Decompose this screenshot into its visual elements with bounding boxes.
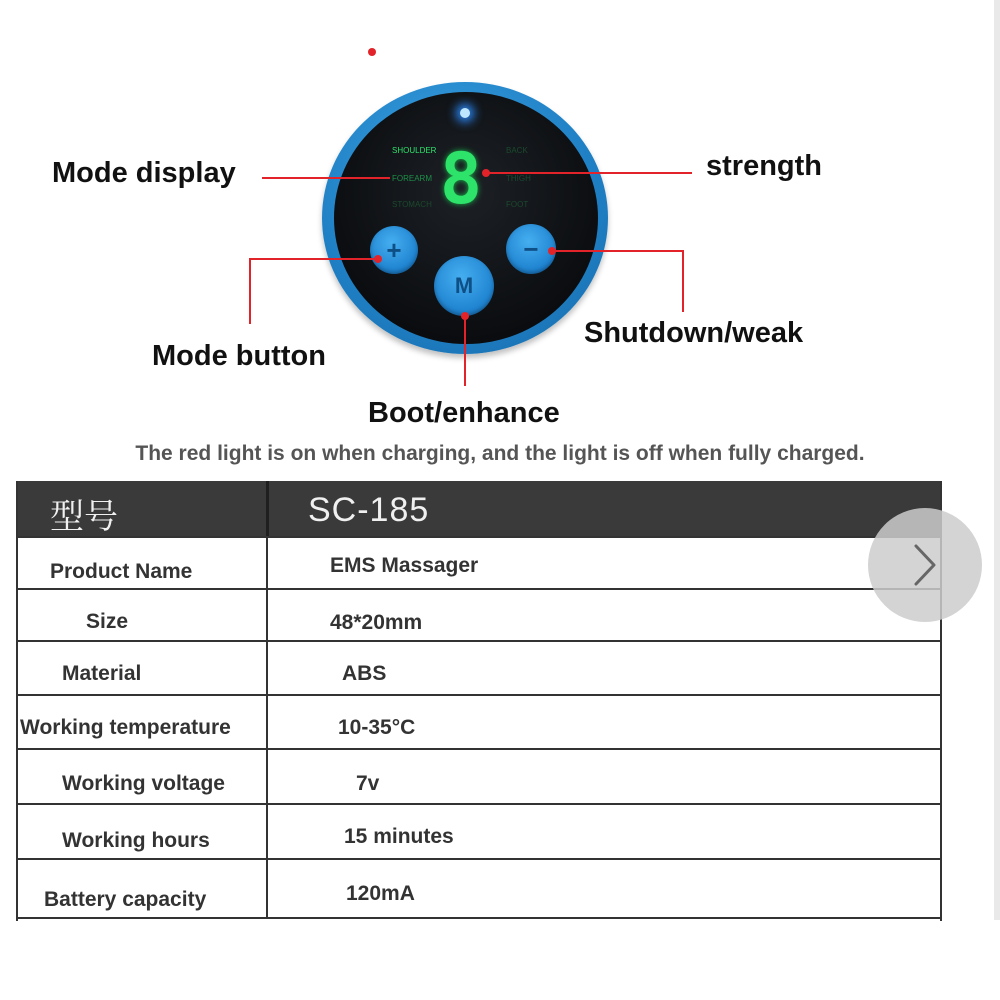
spec-label: Material — [62, 662, 142, 685]
table-row — [18, 694, 940, 750]
mode-label-stomach: STOMACH — [392, 200, 432, 209]
page-edge — [994, 0, 1000, 920]
spec-label: Battery capacity — [44, 888, 207, 911]
spec-value: 48*20mm — [330, 611, 423, 634]
callout-dot-shutdown — [548, 247, 556, 255]
plus-mode-button[interactable]: + — [370, 226, 418, 274]
charging-note: The red light is on when charging, and the light is off when fully charged. — [135, 442, 865, 465]
header-model-label: 型号 — [50, 498, 118, 536]
table-row — [18, 536, 940, 590]
header-divider — [266, 481, 269, 536]
spec-value: 10-35°C — [338, 716, 416, 739]
spec-label: Working hours — [62, 829, 210, 852]
callout-line-mode-button-h — [249, 258, 379, 260]
table-row — [18, 588, 940, 642]
label-mode-button: Mode button — [152, 340, 326, 372]
spec-value: ABS — [342, 662, 387, 685]
mode-label-thigh: THIGH — [506, 174, 531, 183]
mode-label-foot: FOOT — [506, 200, 529, 209]
spec-value: EMS Massager — [330, 554, 479, 577]
row-divider — [266, 538, 268, 590]
mode-label-back: BACK — [506, 146, 528, 155]
spec-label: Working voltage — [62, 772, 225, 795]
table-row — [18, 748, 940, 805]
spec-value: 7v — [356, 772, 380, 795]
callout-line-boot — [464, 316, 466, 386]
spec-label: Size — [86, 610, 129, 633]
spec-label: Working temperature — [20, 716, 231, 739]
charging-indicator-dot — [368, 48, 376, 56]
row-divider — [266, 805, 268, 860]
callout-line-shutdown-v — [682, 250, 684, 312]
spec-value: 15 minutes — [344, 825, 454, 848]
label-strength: strength — [706, 150, 822, 182]
callout-line-mode-display — [262, 177, 390, 179]
table-row — [18, 803, 940, 860]
table-row — [18, 640, 940, 696]
spec-table — [16, 481, 942, 921]
label-mode-display: Mode display — [52, 157, 236, 189]
callout-dot-strength — [482, 169, 490, 177]
label-boot-enhance: Boot/enhance — [368, 397, 560, 429]
row-divider — [266, 642, 268, 696]
callout-dot-boot — [461, 312, 469, 320]
row-divider — [266, 860, 268, 917]
mode-label-forearm: FOREARM — [392, 174, 432, 183]
minus-shutdown-button[interactable]: − — [506, 224, 556, 274]
mode-label-shoulder: SHOULDER — [392, 146, 437, 155]
power-led-icon — [460, 108, 470, 118]
label-shutdown-weak: Shutdown/weak — [584, 317, 804, 349]
strength-digit-display: 8 — [439, 138, 483, 220]
next-image-button[interactable] — [868, 508, 982, 622]
row-divider — [266, 590, 268, 642]
callout-line-shutdown-h — [552, 250, 684, 252]
row-divider — [266, 696, 268, 750]
spec-value: 120mA — [346, 882, 415, 905]
callout-line-strength — [486, 172, 692, 174]
chevron-right-icon — [868, 508, 982, 622]
callout-line-mode-button-v — [249, 258, 251, 324]
spec-label: Product Name — [50, 560, 193, 583]
header-model-value: SC-185 — [308, 491, 430, 529]
row-divider — [266, 750, 268, 805]
m-boot-button[interactable]: M — [434, 256, 494, 316]
callout-dot-mode-button — [374, 255, 382, 263]
table-row — [18, 858, 940, 919]
table-header — [18, 481, 940, 536]
